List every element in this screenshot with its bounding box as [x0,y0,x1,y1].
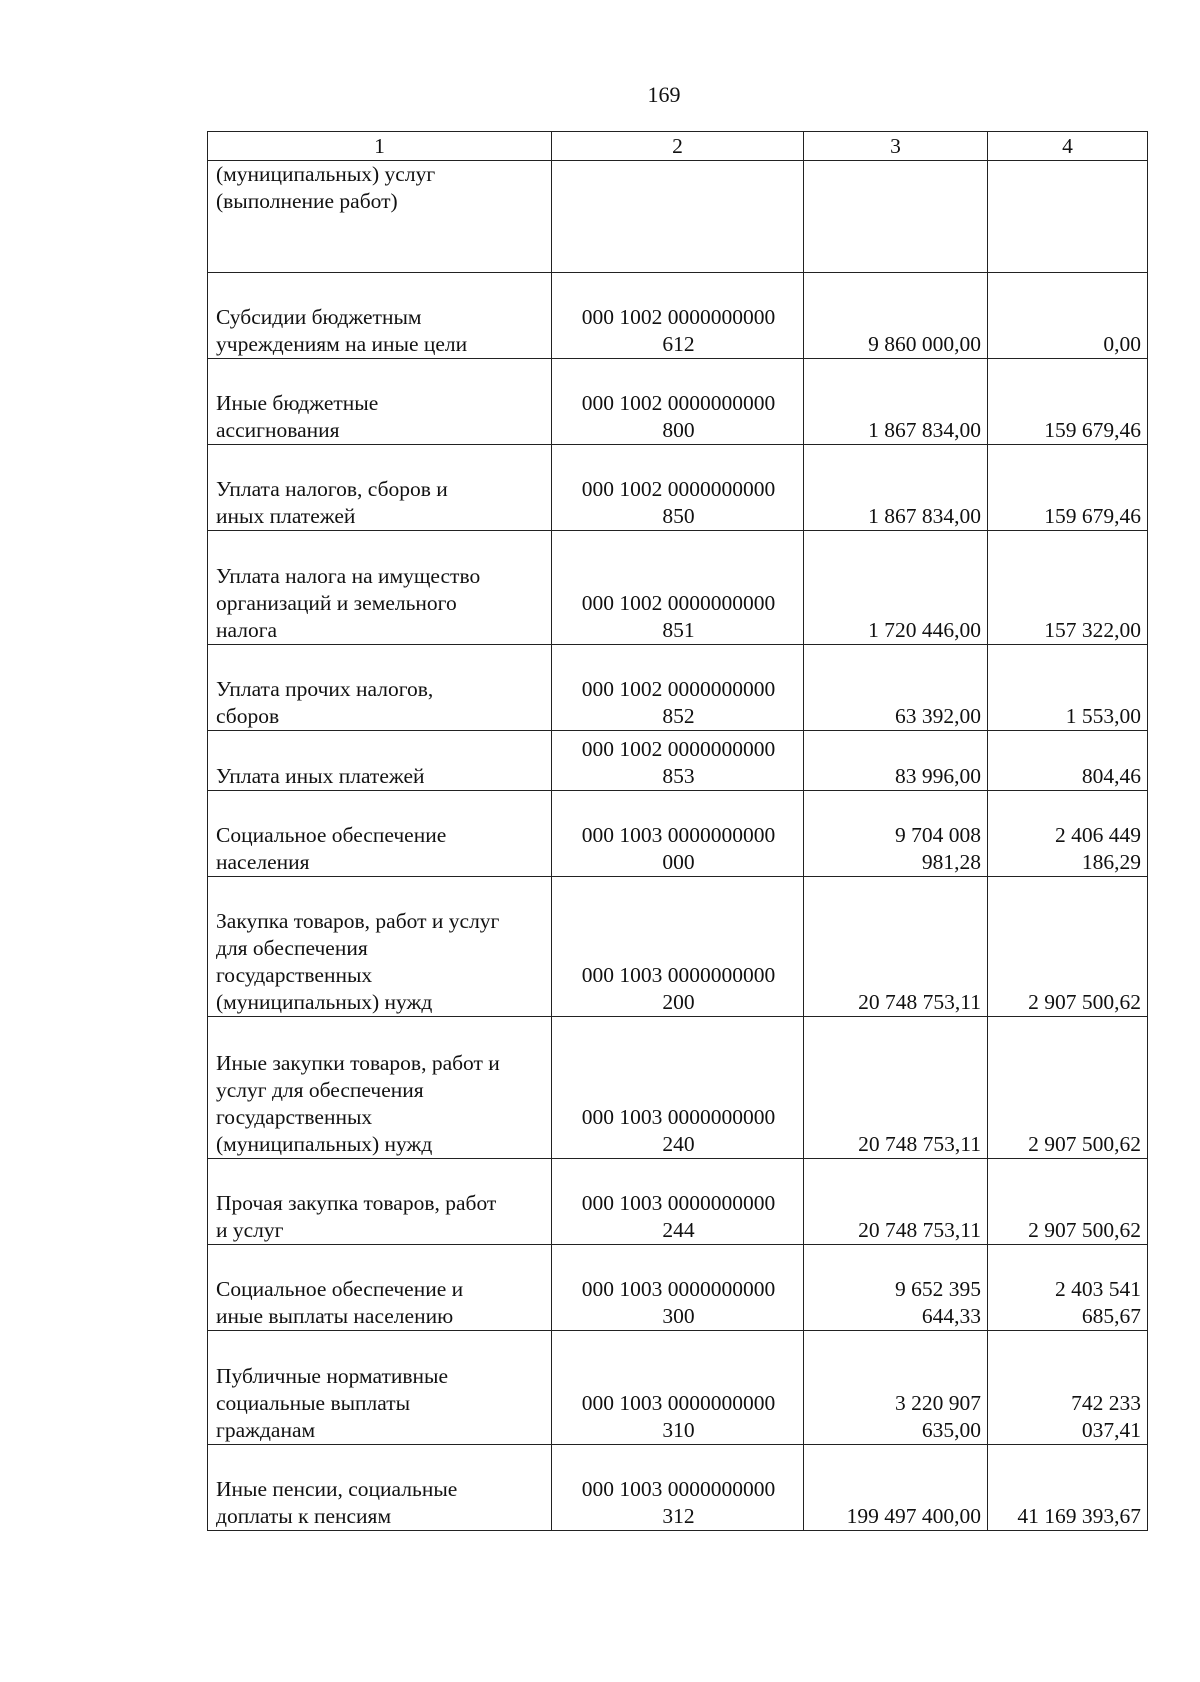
table-row [208,1159,1148,1245]
cell-text: Уплата иных платежей [216,764,425,788]
cell-text: Субсидии бюджетным [216,305,422,329]
cell-col3 [804,791,988,877]
cell-col4 [988,1331,1148,1445]
cell-text: 9 704 008 [895,823,981,847]
cell-name [208,1445,552,1531]
cell-code [552,645,804,731]
header-row [208,132,1148,161]
cell-text: организаций и земельного [216,591,457,615]
cell-text: 000 1002 0000000000 [581,737,776,761]
cell-text: 000 1003 0000000000 [581,1277,776,1301]
table-body [208,161,1148,1531]
cell-name [208,731,552,791]
cell-text: 2 406 449 [1055,823,1141,847]
cell-text: учреждениям на иные цели [216,332,468,356]
cell-text: 000 1002 0000000000 [581,677,776,701]
cell-text: 157 322,00 [1044,618,1141,642]
cell-text: 000 1002 0000000000 [581,477,776,501]
cell-col3 [804,1159,988,1245]
cell-text: 000 [662,850,695,874]
table-row [208,1331,1148,1445]
cell-col3 [804,1445,988,1531]
cell-code [552,791,804,877]
cell-text: Социальное обеспечение и [216,1277,464,1301]
cell-text: 000 1003 0000000000 [581,823,776,847]
cell-text: 2 907 500,62 [1028,990,1141,1014]
table-row [208,791,1148,877]
cell-text: 312 [662,1504,695,1528]
cell-name [208,1245,552,1331]
cell-text: Иные пенсии, социальные [216,1477,458,1501]
cell-col3 [804,531,988,645]
table-row [208,877,1148,1017]
cell-name [208,1159,552,1245]
table-row [208,445,1148,531]
cell-text: Иные закупки товаров, работ и [216,1051,500,1075]
cell-text: Прочая закупка товаров, работ [216,1191,497,1215]
cell-code [552,1017,804,1159]
cell-text: для обеспечения [216,936,368,960]
cell-text: Иные бюджетные [216,391,379,415]
cell-col4 [988,161,1148,273]
cell-text: ассигнования [216,418,340,442]
cell-text: 2 403 541 [1055,1277,1141,1301]
cell-text: 1 867 834,00 [868,418,981,442]
cell-col4 [988,531,1148,645]
cell-name [208,273,552,359]
cell-text: Закупка товаров, работ и услуг [216,909,500,933]
cell-col3 [804,161,988,273]
cell-text: (муниципальных) нужд [216,1132,433,1156]
table-row [208,531,1148,645]
cell-text: Публичные нормативные [216,1364,448,1388]
cell-col3 [804,445,988,531]
cell-text: 200 [662,990,695,1014]
cell-code [552,273,804,359]
cell-col4 [988,445,1148,531]
cell-text: 800 [662,418,695,442]
cell-col3 [804,1331,988,1445]
cell-text: 852 [662,704,695,728]
cell-text: Уплата налогов, сборов и [216,477,448,501]
cell-code [552,1245,804,1331]
cell-col4 [988,731,1148,791]
cell-text: Уплата прочих налогов, [216,677,434,701]
cell-text: 20 748 753,11 [858,990,981,1014]
column-header: 4 [988,132,1148,161]
cell-col4 [988,273,1148,359]
page-number: 169 [647,82,681,107]
cell-code [552,531,804,645]
cell-text: 0,00 [1103,332,1141,356]
cell-text: 1 720 446,00 [868,618,981,642]
cell-text: 850 [662,504,695,528]
cell-text: 000 1003 0000000000 [581,1191,776,1215]
cell-code [552,359,804,445]
cell-col3 [804,1245,988,1331]
cell-code [552,445,804,531]
column-header: 3 [804,132,988,161]
table-row [208,273,1148,359]
cell-text: 037,41 [1081,1418,1141,1442]
cell-text: социальные выплаты [216,1391,411,1415]
cell-text: 981,28 [921,850,981,874]
cell-text: 199 497 400,00 [846,1504,981,1528]
cell-text: населения [216,850,310,874]
cell-code [552,1445,804,1531]
cell-text: 244 [662,1218,695,1242]
cell-text: 000 1003 0000000000 [581,963,776,987]
cell-name [208,791,552,877]
cell-text: 644,33 [921,1304,981,1328]
cell-col3 [804,731,988,791]
cell-text: 000 1002 0000000000 [581,305,776,329]
cell-text: 3 220 907 [895,1391,981,1415]
cell-text: 2 907 500,62 [1028,1132,1141,1156]
cell-text: 000 1002 0000000000 [581,391,776,415]
cell-text: 240 [662,1132,695,1156]
cell-name [208,445,552,531]
cell-code [552,1331,804,1445]
table-row [208,359,1148,445]
column-header: 2 [552,132,804,161]
cell-text: 612 [662,332,695,356]
cell-name [208,1331,552,1445]
cell-name [208,645,552,731]
cell-text: (выполнение работ) [216,189,398,213]
cell-text: 1 553,00 [1065,704,1141,728]
table-row [208,1017,1148,1159]
cell-col4 [988,877,1148,1017]
cell-col3 [804,1017,988,1159]
cell-text: 804,46 [1081,764,1141,788]
cell-col4 [988,1445,1148,1531]
cell-text: 310 [662,1418,695,1442]
table-row [208,1445,1148,1531]
cell-text: 000 1003 0000000000 [581,1477,776,1501]
cell-text: иных платежей [216,504,356,528]
table-row [208,645,1148,731]
cell-text: 9 652 395 [895,1277,981,1301]
cell-text: 41 169 393,67 [1017,1504,1141,1528]
cell-text: 186,29 [1081,850,1141,874]
cell-text: 685,67 [1081,1304,1141,1328]
cell-text: 853 [662,764,695,788]
cell-text: 83 996,00 [895,764,981,788]
cell-text: 2 907 500,62 [1028,1218,1141,1242]
table-row [208,1245,1148,1331]
cell-text: государственных [216,1105,373,1129]
cell-text: (муниципальных) услуг [216,162,436,186]
cell-text: 20 748 753,11 [858,1218,981,1242]
cell-col4 [988,791,1148,877]
cell-col3 [804,273,988,359]
cell-col4 [988,359,1148,445]
cell-name [208,1017,552,1159]
cell-text: 000 1003 0000000000 [581,1391,776,1415]
cell-text: иные выплаты населению [216,1304,454,1328]
cell-text: государственных [216,963,373,987]
cell-code [552,877,804,1017]
cell-text: 851 [662,618,695,642]
column-header: 1 [208,132,552,161]
cell-code [552,1159,804,1245]
table-row [208,731,1148,791]
budget-table [207,131,1148,1531]
cell-col4 [988,1245,1148,1331]
cell-text: сборов [216,704,280,728]
cell-text: 1 867 834,00 [868,504,981,528]
cell-text: доплаты к пенсиям [216,1504,392,1528]
cell-code [552,161,804,273]
cell-name [208,161,552,273]
cell-text: 000 1002 0000000000 [581,591,776,615]
cell-code [552,731,804,791]
cell-text: Уплата налога на имущество [216,564,481,588]
cell-text: 63 392,00 [895,704,981,728]
cell-col4 [988,645,1148,731]
cell-text: 9 860 000,00 [868,332,981,356]
cell-text: 159 679,46 [1044,418,1141,442]
cell-text: услуг для обеспечения [216,1078,424,1102]
cell-col3 [804,877,988,1017]
cell-col3 [804,359,988,445]
cell-text: 159 679,46 [1044,504,1141,528]
cell-text: налога [216,618,278,642]
cell-col3 [804,645,988,731]
cell-name [208,531,552,645]
cell-name [208,877,552,1017]
cell-text: 300 [662,1304,695,1328]
cell-text: Социальное обеспечение [216,823,447,847]
cell-col4 [988,1159,1148,1245]
cell-text: 742 233 [1071,1391,1141,1415]
cell-text: 635,00 [921,1418,981,1442]
cell-text: 000 1003 0000000000 [581,1105,776,1129]
cell-text: гражданам [216,1418,316,1442]
cell-col4 [988,1017,1148,1159]
cell-text: 20 748 753,11 [858,1132,981,1156]
cell-text: (муниципальных) нужд [216,990,433,1014]
cell-text: и услуг [216,1218,284,1242]
table-row [208,161,1148,273]
cell-name [208,359,552,445]
